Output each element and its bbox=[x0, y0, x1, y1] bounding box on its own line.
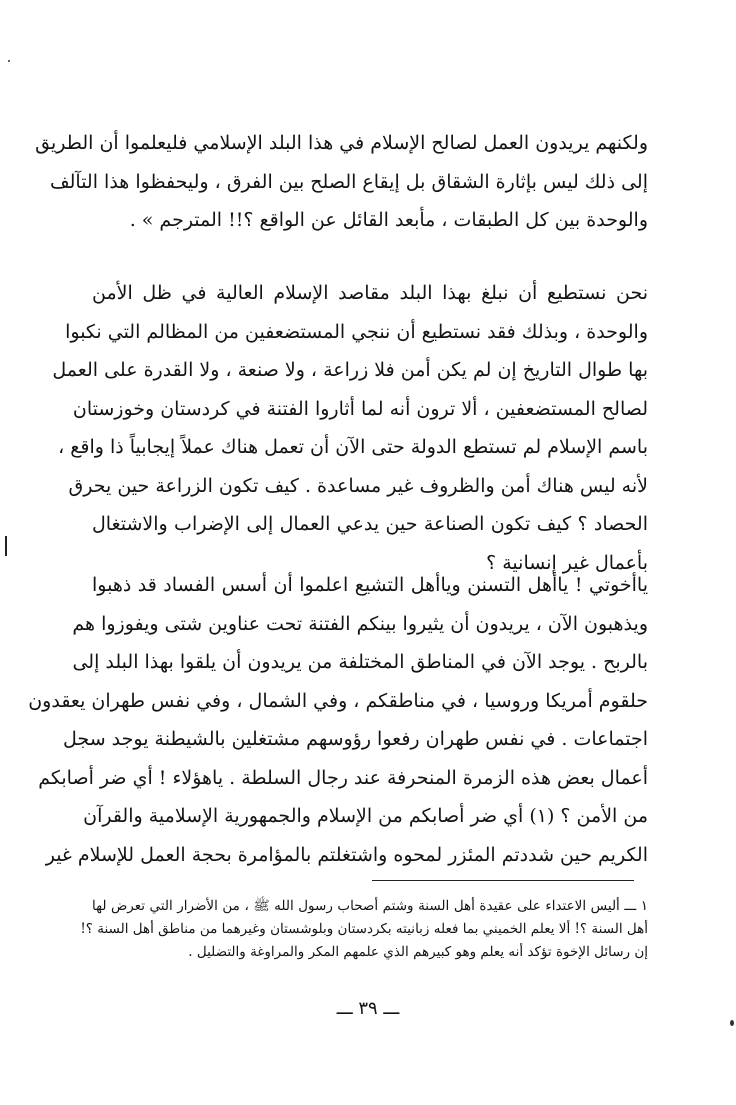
margin-mark bbox=[5, 536, 7, 556]
paragraph-2 bbox=[52, 274, 648, 582]
footnote-line: ١ ـــ أليس الاعتداء على عقيدة أهل السنة وشتم أصحاب رسول الله ﷺ ، من الأضرار التي تعرض لها bbox=[92, 898, 648, 914]
text-line: حلقوم أمريكا وروسيا ، في مناطقكم ، وفي الشمال ، وفي نفس طهران يعقدون bbox=[28, 689, 648, 712]
text-line: نحن نستطيع أن نبلغ بهذا البلد مقاصد الإسلام العالية في ظل الأمن bbox=[92, 282, 648, 304]
text-line: باسم الإسلام لم تستطع الدولة حتى الآن أن تعمل هناك عملاً إيجابياً ذا واقع ، bbox=[58, 436, 648, 458]
text-line: ياأخوتي ! ياأهل التسنن وياأهل التشيع اعلموا أن أسس الفساد قد ذهبوا bbox=[92, 574, 648, 596]
footnote bbox=[80, 895, 648, 964]
scan-speck bbox=[730, 1020, 734, 1026]
text-line: الحصاد ؟ كيف تكون الصناعة حين يدعي العمال إلى الإضراب والاشتغال bbox=[92, 513, 648, 535]
footnote-line: إن رسائل الإخوة تؤكد أنه يعلم وهو كبيرهم الذي علمهم المكر والمراوغة والتضليل . bbox=[188, 944, 648, 960]
text-line: ويذهبون الآن ، يريدون أن يثيروا بينكم الفتنة تحت عناوين شتى ويفوزوا هم bbox=[72, 612, 648, 635]
paragraph-3 bbox=[28, 566, 648, 874]
text-line: ولكنهم يريدون العمل لصالح الإسلام في هذا البلد الإسلامي فليعلموا أن الطريق bbox=[35, 132, 648, 154]
text-line: أعمال بعض هذه الزمرة المنحرفة عند رجال السلطة . ياهؤلاء ! أي ضر أصابكم bbox=[38, 766, 648, 789]
text-line: لصالح المستضعفين ، ألا ترون أنه لما أثاروا الفتنة في كردستان وخوزستان bbox=[72, 397, 648, 420]
footnote-separator bbox=[372, 880, 634, 881]
page-number: ـــ ٣٩ ـــ bbox=[336, 998, 400, 1019]
text-line: الكريم حين شددتم المئزر لمحوه واشتغلتم بالمؤامرة بحجة العمل للإسلام غير bbox=[45, 843, 648, 866]
text-line: لأنه ليس هناك أمن والظروف غير مساعدة . كيف تكون الزراعة حين يحرق bbox=[68, 474, 648, 497]
text-line: من الأمن ؟ (١) أي ضر أصابكم من الإسلام والجمهورية الإسلامية والقرآن bbox=[83, 805, 648, 827]
paragraph-1 bbox=[35, 124, 648, 240]
text-line: اجتماعات . في نفس طهران رفعوا رؤوسهم مشتغلين بالشيطنة يوجد سجل bbox=[63, 728, 648, 750]
footnote-line: أهل السنة ؟! ألا يعلم الخميني بما فعله زبانيته بكردستان وبلوشستان وغيرهما من مناطق أهل السنة ؟! bbox=[80, 921, 648, 937]
text-line: بها طوال التاريخ إن لم يكن أمن فلا زراعة ، ولا صنعة ، ولا القدرة على العمل bbox=[52, 359, 648, 381]
scan-speck bbox=[8, 60, 10, 62]
text-line: والوحدة بين كل الطبقات ، مأبعد القائل عن الواقع ؟!! المترجم » . bbox=[129, 209, 648, 231]
text-line: بالربح . يوجد الآن في المناطق المختلفة من يريدون أن يلقوا بهذا البلد إلى bbox=[72, 651, 648, 673]
text-line: إلى ذلك ليس بإثارة الشقاق بل إيقاع الصلح بين الفرق ، وليحفظوا هذا التآلف bbox=[49, 170, 648, 193]
text-line: والوحدة ، وبذلك فقد نستطيع أن ننجي المستضعفين من المظالم التي نكبوا bbox=[65, 320, 648, 343]
text-line: بأعمال غير إنسانية ؟ bbox=[486, 551, 648, 574]
